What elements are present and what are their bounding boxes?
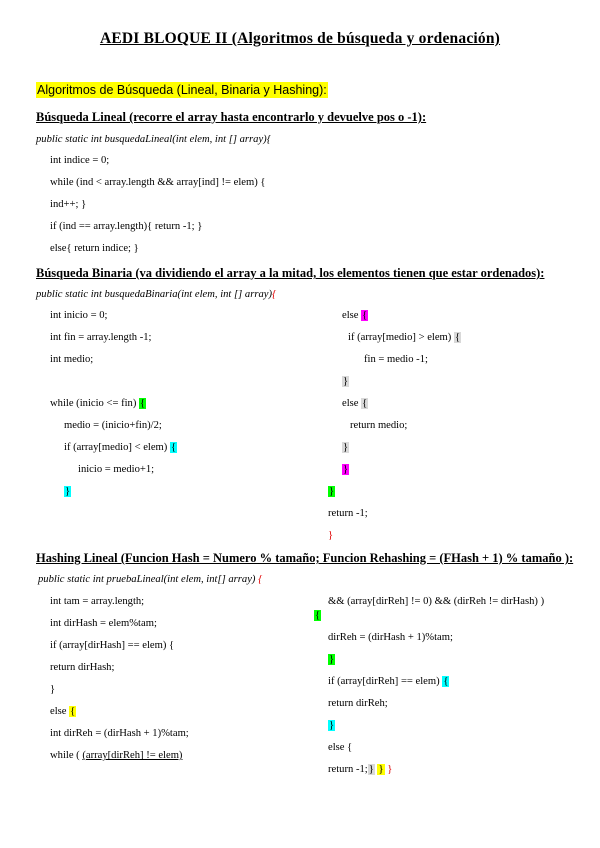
code-line: else { xyxy=(342,398,368,409)
hashing-signature: public static int pruebaLineal(int elem, int[] array) { xyxy=(38,574,263,585)
brace: { xyxy=(140,398,146,409)
code-line: return -1;} } } xyxy=(328,764,393,775)
code-line: if (array[dirHash] == elem) { xyxy=(50,640,175,651)
brace: } xyxy=(329,486,335,497)
lineal-heading: Búsqueda Lineal (recorre el array hasta encontrarlo y devuelve pos o -1): xyxy=(36,110,427,124)
code-line: if (array[medio] < elem) { xyxy=(64,442,177,453)
brace: } xyxy=(387,764,393,775)
code-line: fin = medio -1; xyxy=(364,354,428,365)
brace: { xyxy=(454,332,461,343)
code-line: inicio = medio+1; xyxy=(78,464,155,475)
lineal-signature: public static int busquedaLineal(int elem, int [] array){ xyxy=(36,134,271,145)
brace: { xyxy=(315,610,321,621)
code-line: ind++; } xyxy=(50,199,87,210)
code-line: } xyxy=(50,684,56,695)
code-line: else { xyxy=(50,706,76,717)
code-line: return -1; xyxy=(328,508,368,519)
code-line: else { xyxy=(342,310,368,321)
brace: { xyxy=(443,676,449,687)
code-line: int dirHash = elem%tam; xyxy=(50,618,157,629)
brace: } xyxy=(329,720,335,731)
brace: } xyxy=(328,530,334,541)
code-line: && (array[dirReh] != 0) && (dirReh != dirHash) ) xyxy=(328,596,545,607)
code-line: while ( (array[dirReh] != elem) xyxy=(50,750,183,761)
brace: { xyxy=(272,289,277,300)
document-title: AEDI BLOQUE II (Algoritmos de búsqueda y ordenación) xyxy=(99,30,501,47)
hashing-heading: Hashing Lineal (Funcion Hash = Numero % tamaño; Funcion Rehashing = (FHash + 1) % tamaño ): xyxy=(36,551,574,565)
binaria-heading: Búsqueda Binaria (va dividiendo el array a la mitad, los elementos tienen que estar ordenados): xyxy=(36,266,545,280)
code-line: while (ind < array.length && array[ind] != elem) { xyxy=(50,177,266,188)
code-line: int indice = 0; xyxy=(50,155,110,166)
brace: { xyxy=(362,398,368,409)
code-line: int medio; xyxy=(50,354,94,365)
code-line: medio = (inicio+fin)/2; xyxy=(64,420,162,431)
code-line: while (inicio <= fin) { xyxy=(50,398,146,409)
brace: } xyxy=(343,376,349,387)
brace: } xyxy=(329,654,335,665)
code-line: int inicio = 0; xyxy=(50,310,108,321)
brace: { xyxy=(362,310,368,321)
code-line: int tam = array.length; xyxy=(50,596,145,607)
brace: { xyxy=(70,706,76,717)
code-line: dirReh = (dirHash + 1)%tam; xyxy=(328,632,453,643)
brace: } xyxy=(378,764,384,775)
brace: } xyxy=(65,486,71,497)
code-line: int fin = array.length -1; xyxy=(50,332,152,343)
code-line: if (array[dirReh] == elem) { xyxy=(328,676,449,687)
brace: { xyxy=(258,574,263,585)
code-line: if (array[medio] > elem) { xyxy=(348,332,461,343)
code-line: if (ind == array.length){ return -1; } xyxy=(50,221,203,232)
code-line: return medio; xyxy=(350,420,408,431)
code-line: else { xyxy=(328,742,353,753)
binaria-signature: public static int busquedaBinaria(int elem, int [] array){ xyxy=(36,289,277,300)
section-label: Algoritmos de Búsqueda (Lineal, Binaria y Hashing): xyxy=(37,83,327,97)
code-line: return dirHash; xyxy=(50,662,115,673)
code-line: else{ return indice; } xyxy=(50,243,139,254)
brace: } xyxy=(343,442,349,453)
code-line: return dirReh; xyxy=(328,698,388,709)
code-line: int dirReh = (dirHash + 1)%tam; xyxy=(50,728,189,739)
brace: { xyxy=(170,442,177,453)
brace: } xyxy=(343,464,349,475)
brace: } xyxy=(368,764,374,775)
